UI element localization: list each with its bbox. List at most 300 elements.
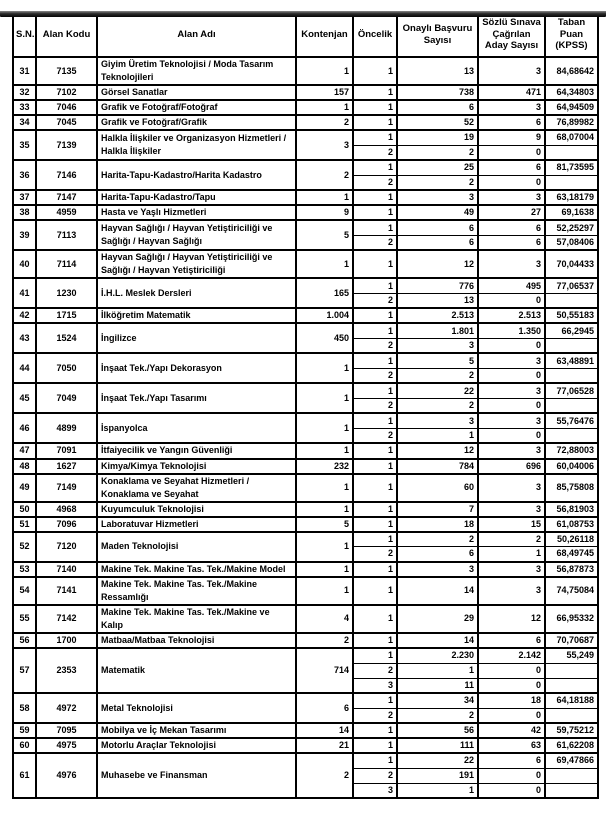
cell-oncelik: 1	[353, 753, 397, 768]
cell-alan-kodu: 7095	[36, 723, 97, 738]
cell-alan-kodu: 7135	[36, 57, 97, 85]
cell-sn: 49	[13, 474, 36, 502]
cell-alan-kodu: 7147	[36, 190, 97, 205]
cell-onayli-basvuru: 13	[397, 57, 478, 85]
cell-kontenjan: 1	[296, 577, 353, 605]
cell-kontenjan: 1	[296, 353, 353, 383]
table-row	[13, 459, 598, 474]
table-row	[13, 57, 598, 85]
cell-sozlu-cagrilan: 3	[478, 250, 545, 278]
cell-alan-kodu: 7149	[36, 474, 97, 502]
cell-taban-puan: 55,249	[545, 648, 598, 663]
cell-oncelik: 1	[353, 517, 397, 532]
cell-kontenjan: 1	[296, 532, 353, 562]
cell-sn: 36	[13, 160, 36, 190]
cell-sozlu-cagrilan: 3	[478, 190, 545, 205]
cell-taban-puan	[545, 768, 598, 783]
column-header-onayli-basvuru: Onaylı Başvuru Sayısı	[397, 12, 478, 57]
cell-kontenjan: 2	[296, 160, 353, 190]
cell-alan-adi: İ.H.L. Meslek Dersleri	[97, 278, 296, 308]
cell-taban-puan: 72,88003	[545, 443, 598, 458]
cell-oncelik: 1	[353, 474, 397, 502]
cell-taban-puan: 64,94509	[545, 100, 598, 115]
cell-alan-kodu: 1627	[36, 459, 97, 474]
cell-sn: 43	[13, 323, 36, 353]
cell-kontenjan: 165	[296, 278, 353, 308]
window-top-edge	[0, 11, 606, 17]
cell-taban-puan: 76,89982	[545, 115, 598, 130]
table-header	[13, 12, 598, 57]
cell-kontenjan: 1	[296, 443, 353, 458]
cell-sn: 47	[13, 443, 36, 458]
cell-sn: 57	[13, 648, 36, 693]
cell-alan-adi: Hayvan Sağlığı / Hayvan Yetiştiriciliği ve Sağlığı / Hayvan Sağlığı	[97, 220, 296, 250]
cell-alan-kodu: 7091	[36, 443, 97, 458]
cell-alan-adi: Görsel Sanatlar	[97, 85, 296, 100]
cell-alan-adi: Matematik	[97, 648, 296, 693]
cell-oncelik: 1	[353, 190, 397, 205]
cell-onayli-basvuru: 22	[397, 383, 478, 398]
cell-onayli-basvuru: 1	[397, 783, 478, 798]
cell-taban-puan: 61,08753	[545, 517, 598, 532]
cell-sn: 32	[13, 85, 36, 100]
cell-onayli-basvuru: 13	[397, 293, 478, 308]
table-row	[13, 753, 598, 768]
cell-onayli-basvuru: 52	[397, 115, 478, 130]
table-row	[13, 278, 598, 293]
cell-onayli-basvuru: 14	[397, 633, 478, 648]
cell-sozlu-cagrilan: 2	[478, 532, 545, 547]
cell-taban-puan: 63,18179	[545, 190, 598, 205]
cell-sozlu-cagrilan: 0	[478, 663, 545, 678]
cell-oncelik: 2	[353, 235, 397, 250]
table-row	[13, 250, 598, 278]
cell-onayli-basvuru: 111	[397, 738, 478, 753]
cell-onayli-basvuru: 784	[397, 459, 478, 474]
cell-sn: 39	[13, 220, 36, 250]
cell-taban-puan	[545, 338, 598, 353]
table-row	[13, 723, 598, 738]
cell-kontenjan: 2	[296, 115, 353, 130]
cell-sozlu-cagrilan: 0	[478, 398, 545, 413]
cell-sozlu-cagrilan: 3	[478, 502, 545, 517]
cell-onayli-basvuru: 11	[397, 678, 478, 693]
cell-oncelik: 2	[353, 398, 397, 413]
cell-sozlu-cagrilan: 0	[478, 293, 545, 308]
cell-oncelik: 1	[353, 278, 397, 293]
cell-kontenjan: 3	[296, 130, 353, 160]
cell-alan-adi: İlköğretim Matematik	[97, 308, 296, 323]
cell-alan-adi: İnşaat Tek./Yapı Tasarımı	[97, 383, 296, 413]
table-row	[13, 474, 598, 502]
cell-alan-kodu: 7045	[36, 115, 97, 130]
cell-taban-puan: 81,73595	[545, 160, 598, 175]
table-row	[13, 190, 598, 205]
cell-alan-adi: Motorlu Araçlar Teknolojisi	[97, 738, 296, 753]
cell-oncelik: 1	[353, 413, 397, 428]
cell-oncelik: 1	[353, 308, 397, 323]
cell-sozlu-cagrilan: 0	[478, 145, 545, 160]
cell-sozlu-cagrilan: 15	[478, 517, 545, 532]
cell-oncelik: 1	[353, 693, 397, 708]
cell-sn: 40	[13, 250, 36, 278]
cell-sn: 44	[13, 353, 36, 383]
cell-onayli-basvuru: 3	[397, 562, 478, 577]
cell-alan-kodu: 4975	[36, 738, 97, 753]
cell-taban-puan	[545, 145, 598, 160]
cell-alan-adi: Giyim Üretim Teknolojisi / Moda Tasarım Teknolojileri	[97, 57, 296, 85]
cell-sozlu-cagrilan: 3	[478, 413, 545, 428]
cell-onayli-basvuru: 3	[397, 413, 478, 428]
cell-onayli-basvuru: 12	[397, 250, 478, 278]
cell-taban-puan: 61,62208	[545, 738, 598, 753]
cell-alan-kodu: 7046	[36, 100, 97, 115]
cell-alan-kodu: 1700	[36, 633, 97, 648]
cell-taban-puan	[545, 368, 598, 383]
cell-alan-adi: Harita-Tapu-Kadastro/Tapu	[97, 190, 296, 205]
cell-sozlu-cagrilan: 0	[478, 783, 545, 798]
cell-alan-adi: Harita-Tapu-Kadastro/Harita Kadastro	[97, 160, 296, 190]
cell-onayli-basvuru: 2	[397, 532, 478, 547]
cell-taban-puan: 77,06528	[545, 383, 598, 398]
cell-onayli-basvuru: 3	[397, 338, 478, 353]
cell-onayli-basvuru: 29	[397, 605, 478, 633]
cell-alan-kodu: 7114	[36, 250, 97, 278]
cell-oncelik: 1	[353, 633, 397, 648]
cell-oncelik: 3	[353, 678, 397, 693]
cell-kontenjan: 1	[296, 413, 353, 443]
table-row	[13, 502, 598, 517]
cell-kontenjan: 232	[296, 459, 353, 474]
cell-alan-adi: Maden Teknolojisi	[97, 532, 296, 562]
cell-alan-kodu: 2353	[36, 648, 97, 693]
cell-taban-puan: 55,76476	[545, 413, 598, 428]
cell-oncelik: 2	[353, 145, 397, 160]
cell-alan-adi: Muhasebe ve Finansman	[97, 753, 296, 798]
cell-alan-adi: Metal Teknolojisi	[97, 693, 296, 723]
cell-sn: 48	[13, 459, 36, 474]
cell-oncelik: 1	[353, 250, 397, 278]
cell-taban-puan: 70,70687	[545, 633, 598, 648]
cell-alan-kodu: 1524	[36, 323, 97, 353]
cell-kontenjan: 450	[296, 323, 353, 353]
cell-sozlu-cagrilan: 2.513	[478, 308, 545, 323]
cell-taban-puan: 85,75808	[545, 474, 598, 502]
cell-sozlu-cagrilan: 12	[478, 605, 545, 633]
cell-taban-puan: 52,25297	[545, 220, 598, 235]
cell-alan-kodu: 1230	[36, 278, 97, 308]
cell-onayli-basvuru: 18	[397, 517, 478, 532]
cell-onayli-basvuru: 14	[397, 577, 478, 605]
cell-sozlu-cagrilan: 3	[478, 562, 545, 577]
table-row	[13, 738, 598, 753]
cell-alan-kodu: 7096	[36, 517, 97, 532]
cell-kontenjan: 157	[296, 85, 353, 100]
cell-sn: 34	[13, 115, 36, 130]
cell-sozlu-cagrilan: 1.350	[478, 323, 545, 338]
table-row	[13, 443, 598, 458]
cell-onayli-basvuru: 2.513	[397, 308, 478, 323]
cell-alan-kodu: 4972	[36, 693, 97, 723]
cell-sozlu-cagrilan: 3	[478, 577, 545, 605]
cell-taban-puan: 84,68642	[545, 57, 598, 85]
column-header-alan-kodu: Alan Kodu	[36, 12, 97, 57]
cell-sozlu-cagrilan: 27	[478, 205, 545, 220]
cell-alan-adi: Grafik ve Fotoğraf/Grafik	[97, 115, 296, 130]
cell-oncelik: 1	[353, 459, 397, 474]
column-header-sn: S.N.	[13, 12, 36, 57]
cell-oncelik: 1	[353, 100, 397, 115]
cell-sn: 59	[13, 723, 36, 738]
cell-onayli-basvuru: 7	[397, 502, 478, 517]
cell-alan-adi: Laboratuvar Hizmetleri	[97, 517, 296, 532]
cell-alan-kodu: 7049	[36, 383, 97, 413]
cell-taban-puan	[545, 428, 598, 443]
cell-alan-adi: Makine Tek. Makine Tas. Tek./Makine Model	[97, 562, 296, 577]
cell-sozlu-cagrilan: 3	[478, 383, 545, 398]
cell-onayli-basvuru: 2	[397, 175, 478, 190]
cell-onayli-basvuru: 3	[397, 190, 478, 205]
cell-oncelik: 1	[353, 85, 397, 100]
cell-onayli-basvuru: 6	[397, 220, 478, 235]
cell-onayli-basvuru: 1.801	[397, 323, 478, 338]
cell-onayli-basvuru: 5	[397, 353, 478, 368]
table-row	[13, 353, 598, 368]
cell-alan-adi: Konaklama ve Seyahat Hizmetleri / Konaklama ve Seyahat	[97, 474, 296, 502]
cell-sozlu-cagrilan: 0	[478, 175, 545, 190]
cell-oncelik: 2	[353, 547, 397, 562]
document-page	[0, 11, 606, 832]
table-row	[13, 220, 598, 235]
table-row	[13, 85, 598, 100]
cell-taban-puan: 59,75212	[545, 723, 598, 738]
cell-oncelik: 2	[353, 708, 397, 723]
cell-alan-adi: Kimya/Kimya Teknolojisi	[97, 459, 296, 474]
cell-sozlu-cagrilan: 696	[478, 459, 545, 474]
cell-onayli-basvuru: 6	[397, 547, 478, 562]
cell-oncelik: 1	[353, 502, 397, 517]
cell-sn: 61	[13, 753, 36, 798]
cell-sozlu-cagrilan: 3	[478, 100, 545, 115]
cell-oncelik: 1	[353, 323, 397, 338]
cell-kontenjan: 1	[296, 502, 353, 517]
cell-sn: 51	[13, 517, 36, 532]
cell-sn: 45	[13, 383, 36, 413]
table-row	[13, 100, 598, 115]
table-row	[13, 130, 598, 145]
cell-sozlu-cagrilan: 3	[478, 443, 545, 458]
cell-taban-puan: 64,34803	[545, 85, 598, 100]
cell-alan-adi: Kuyumculuk Teknolojisi	[97, 502, 296, 517]
cell-sn: 60	[13, 738, 36, 753]
table-row	[13, 693, 598, 708]
cell-sozlu-cagrilan: 18	[478, 693, 545, 708]
table-row	[13, 413, 598, 428]
cell-sozlu-cagrilan: 3	[478, 474, 545, 502]
table-row	[13, 648, 598, 663]
cell-oncelik: 2	[353, 428, 397, 443]
cell-kontenjan: 1	[296, 100, 353, 115]
cell-oncelik: 1	[353, 115, 397, 130]
table-row	[13, 633, 598, 648]
cell-onayli-basvuru: 2	[397, 368, 478, 383]
cell-onayli-basvuru: 49	[397, 205, 478, 220]
cell-sozlu-cagrilan: 6	[478, 753, 545, 768]
table-row	[13, 323, 598, 338]
cell-taban-puan	[545, 663, 598, 678]
cell-alan-kodu: 7141	[36, 577, 97, 605]
cell-kontenjan: 21	[296, 738, 353, 753]
cell-onayli-basvuru: 2	[397, 708, 478, 723]
cell-onayli-basvuru: 22	[397, 753, 478, 768]
column-header-alan-adi: Alan Adı	[97, 12, 296, 57]
cell-oncelik: 1	[353, 353, 397, 368]
cell-oncelik: 1	[353, 130, 397, 145]
cell-alan-kodu: 7120	[36, 532, 97, 562]
cell-sn: 53	[13, 562, 36, 577]
table-row	[13, 115, 598, 130]
cell-sozlu-cagrilan: 6	[478, 160, 545, 175]
cell-oncelik: 1	[353, 605, 397, 633]
cell-onayli-basvuru: 1	[397, 663, 478, 678]
cell-alan-kodu: 7113	[36, 220, 97, 250]
table-row	[13, 577, 598, 605]
cell-alan-kodu: 7146	[36, 160, 97, 190]
cell-sn: 56	[13, 633, 36, 648]
cell-kontenjan: 1	[296, 474, 353, 502]
quota-table	[12, 11, 599, 799]
cell-oncelik: 1	[353, 57, 397, 85]
cell-oncelik: 2	[353, 293, 397, 308]
cell-kontenjan: 1	[296, 190, 353, 205]
cell-oncelik: 2	[353, 175, 397, 190]
cell-sozlu-cagrilan: 6	[478, 115, 545, 130]
cell-sozlu-cagrilan: 0	[478, 708, 545, 723]
cell-taban-puan	[545, 708, 598, 723]
cell-kontenjan: 1.004	[296, 308, 353, 323]
cell-alan-kodu: 4899	[36, 413, 97, 443]
cell-taban-puan: 50,26118	[545, 532, 598, 547]
cell-taban-puan	[545, 678, 598, 693]
cell-taban-puan	[545, 783, 598, 798]
cell-onayli-basvuru: 25	[397, 160, 478, 175]
cell-sozlu-cagrilan: 1	[478, 547, 545, 562]
cell-onayli-basvuru: 2	[397, 398, 478, 413]
cell-alan-kodu: 4968	[36, 502, 97, 517]
cell-alan-adi: Hasta ve Yaşlı Hizmetleri	[97, 205, 296, 220]
cell-sozlu-cagrilan: 6	[478, 220, 545, 235]
cell-sozlu-cagrilan: 3	[478, 353, 545, 368]
cell-onayli-basvuru: 60	[397, 474, 478, 502]
cell-taban-puan: 66,2945	[545, 323, 598, 338]
cell-alan-kodu: 7140	[36, 562, 97, 577]
cell-sozlu-cagrilan: 0	[478, 678, 545, 693]
cell-taban-puan: 68,07004	[545, 130, 598, 145]
cell-onayli-basvuru: 56	[397, 723, 478, 738]
table-row	[13, 605, 598, 633]
cell-alan-adi: Hayvan Sağlığı / Hayvan Yetiştiriciliği ve Sağlığı / Hayvan Yetiştiriciliği	[97, 250, 296, 278]
cell-kontenjan: 1	[296, 250, 353, 278]
table-row	[13, 532, 598, 547]
cell-oncelik: 1	[353, 205, 397, 220]
cell-alan-adi: Makine Tek. Makine Tas. Tek./Makine ve Kalıp	[97, 605, 296, 633]
cell-sozlu-cagrilan: 495	[478, 278, 545, 293]
cell-oncelik: 1	[353, 723, 397, 738]
cell-onayli-basvuru: 776	[397, 278, 478, 293]
table-row	[13, 205, 598, 220]
cell-taban-puan: 77,06537	[545, 278, 598, 293]
cell-oncelik: 2	[353, 338, 397, 353]
cell-alan-adi: Mobilya ve İç Mekan Tasarımı	[97, 723, 296, 738]
cell-onayli-basvuru: 19	[397, 130, 478, 145]
cell-oncelik: 1	[353, 577, 397, 605]
cell-alan-kodu: 7139	[36, 130, 97, 160]
cell-oncelik: 2	[353, 663, 397, 678]
cell-oncelik: 1	[353, 383, 397, 398]
cell-oncelik: 1	[353, 532, 397, 547]
cell-taban-puan: 60,04006	[545, 459, 598, 474]
cell-taban-puan: 56,87873	[545, 562, 598, 577]
cell-taban-puan	[545, 175, 598, 190]
cell-taban-puan: 63,48891	[545, 353, 598, 368]
cell-taban-puan: 56,81903	[545, 502, 598, 517]
cell-taban-puan: 69,47866	[545, 753, 598, 768]
cell-sn: 41	[13, 278, 36, 308]
cell-oncelik: 2	[353, 768, 397, 783]
cell-sozlu-cagrilan: 3	[478, 57, 545, 85]
cell-sn: 54	[13, 577, 36, 605]
cell-oncelik: 1	[353, 648, 397, 663]
cell-alan-kodu: 1715	[36, 308, 97, 323]
cell-onayli-basvuru: 6	[397, 235, 478, 250]
cell-onayli-basvuru: 12	[397, 443, 478, 458]
column-header-kontenjan: Kontenjan	[296, 12, 353, 57]
cell-sn: 55	[13, 605, 36, 633]
cell-taban-puan: 50,55183	[545, 308, 598, 323]
cell-taban-puan: 66,95332	[545, 605, 598, 633]
cell-alan-kodu: 7102	[36, 85, 97, 100]
table-row	[13, 308, 598, 323]
header-row	[13, 12, 598, 57]
cell-sozlu-cagrilan: 6	[478, 235, 545, 250]
cell-oncelik: 1	[353, 220, 397, 235]
cell-onayli-basvuru: 191	[397, 768, 478, 783]
cell-alan-adi: Matbaa/Matbaa Teknolojisi	[97, 633, 296, 648]
cell-sozlu-cagrilan: 6	[478, 633, 545, 648]
cell-sozlu-cagrilan: 471	[478, 85, 545, 100]
cell-sn: 37	[13, 190, 36, 205]
cell-sn: 35	[13, 130, 36, 160]
cell-sozlu-cagrilan: 9	[478, 130, 545, 145]
cell-taban-puan: 64,18188	[545, 693, 598, 708]
cell-alan-kodu: 7050	[36, 353, 97, 383]
cell-onayli-basvuru: 2	[397, 145, 478, 160]
cell-alan-adi: Makine Tek. Makine Tas. Tek./Makine Ressamlığı	[97, 577, 296, 605]
table-row	[13, 160, 598, 175]
cell-kontenjan: 2	[296, 633, 353, 648]
cell-sozlu-cagrilan: 42	[478, 723, 545, 738]
cell-oncelik: 2	[353, 368, 397, 383]
cell-alan-adi: İspanyolca	[97, 413, 296, 443]
cell-sozlu-cagrilan: 0	[478, 768, 545, 783]
table-row	[13, 517, 598, 532]
cell-sn: 58	[13, 693, 36, 723]
cell-kontenjan: 9	[296, 205, 353, 220]
cell-kontenjan: 6	[296, 693, 353, 723]
column-header-taban-puan: Taban Puan (KPSS)	[545, 12, 598, 57]
cell-oncelik: 3	[353, 783, 397, 798]
cell-taban-puan	[545, 293, 598, 308]
